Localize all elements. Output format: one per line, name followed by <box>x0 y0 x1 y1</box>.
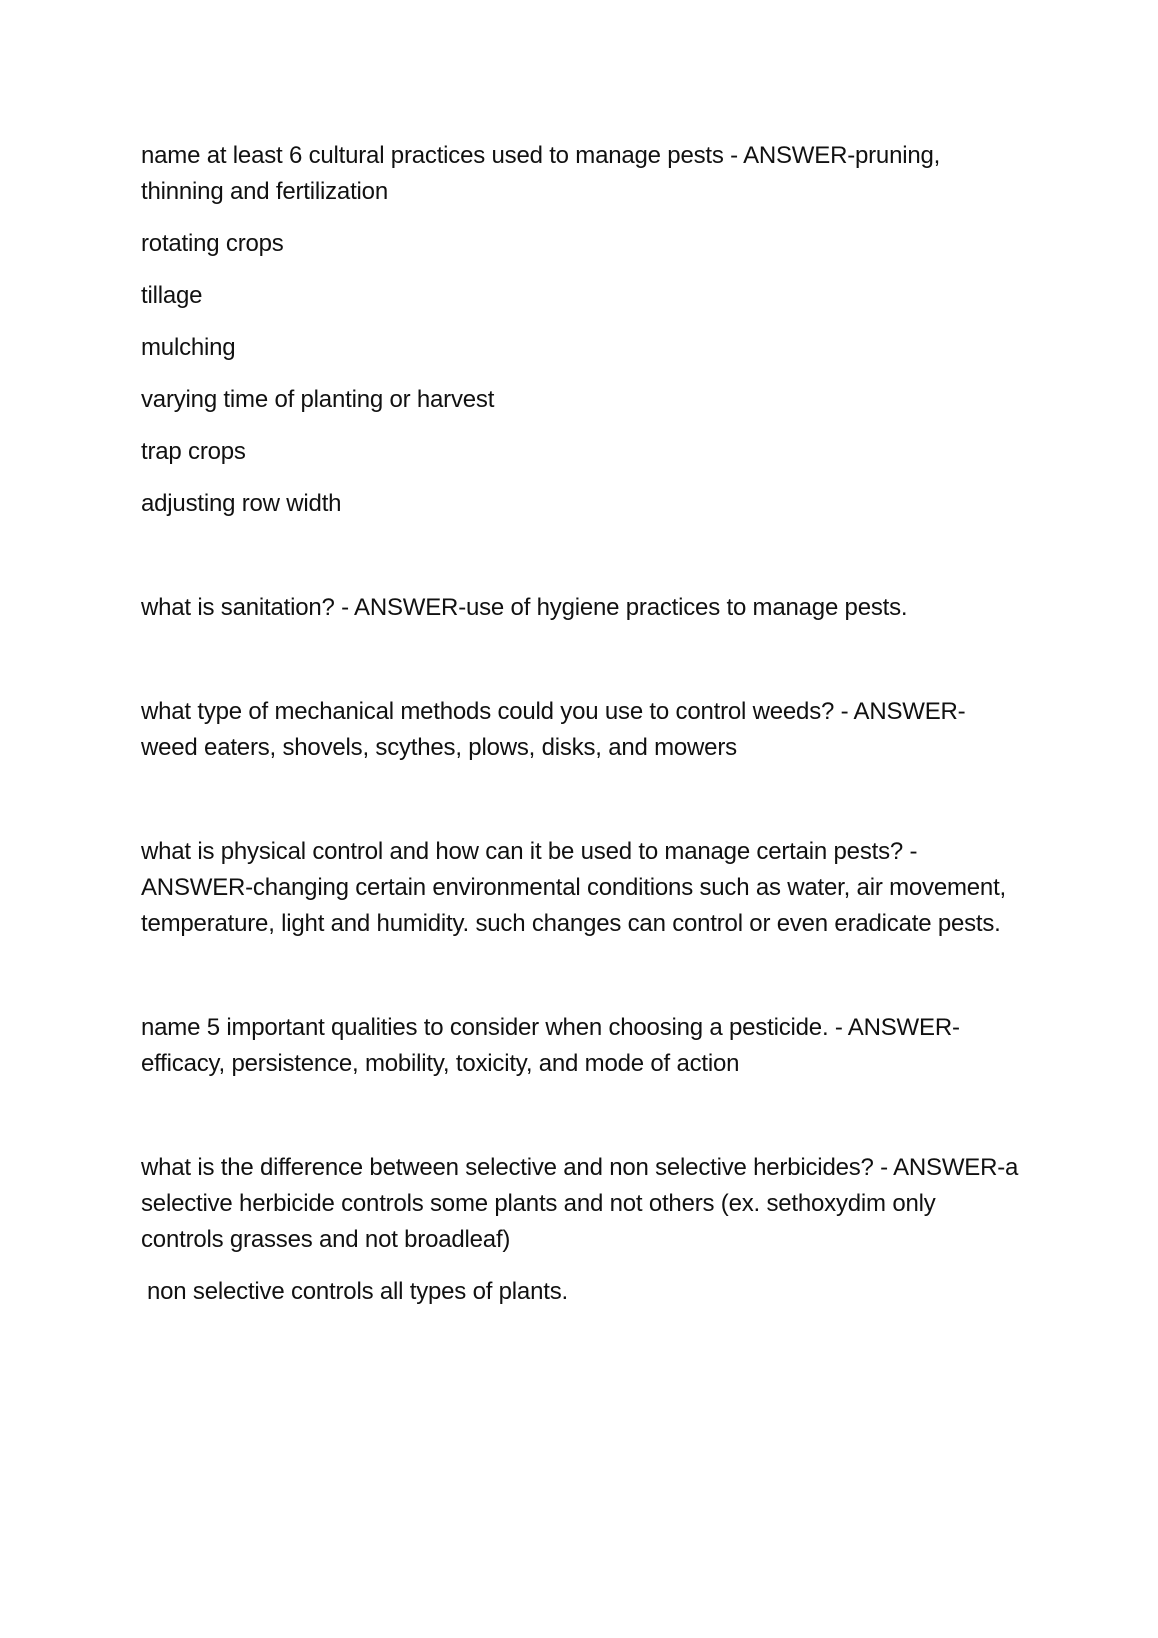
document-content <box>141 138 1021 1310</box>
list-item: mulching <box>141 334 236 361</box>
qa-physical-control: what is physical control and how can it be used to manage certain pests? - ANSWER-changing certain environmental conditions such as water, air movement, temperature, light and humidity. such changes can control or even eradicate pests. <box>141 838 1007 937</box>
qa-mechanical-methods: what type of mechanical methods could you use to control weeds? - ANSWER-weed eaters, shovels, scythes, plows, disks, and mowers <box>141 698 966 761</box>
qa-selective-herbicides-followup: non selective controls all types of plants. <box>147 1278 568 1305</box>
list-item: trap crops <box>141 438 246 465</box>
list-item: tillage <box>141 282 203 309</box>
list-item: adjusting row width <box>141 490 342 517</box>
qa-pesticide-qualities: name 5 important qualities to consider when choosing a pesticide. - ANSWER-efficacy, persistence, mobility, toxicity, and mode of action <box>141 1014 960 1077</box>
list-item: rotating crops <box>141 230 284 257</box>
qa-cultural-practices: name at least 6 cultural practices used to manage pests - ANSWER-pruning, thinning and fertilization <box>141 142 941 205</box>
qa-sanitation: what is sanitation? - ANSWER-use of hygiene practices to manage pests. <box>141 594 908 621</box>
list-item: varying time of planting or harvest <box>141 386 495 413</box>
qa-selective-herbicides: what is the difference between selective and non selective herbicides? - ANSWER-a selective herbicide controls some plants and not others (ex. sethoxydim only controls grasses and not broadleaf) <box>141 1154 1019 1253</box>
